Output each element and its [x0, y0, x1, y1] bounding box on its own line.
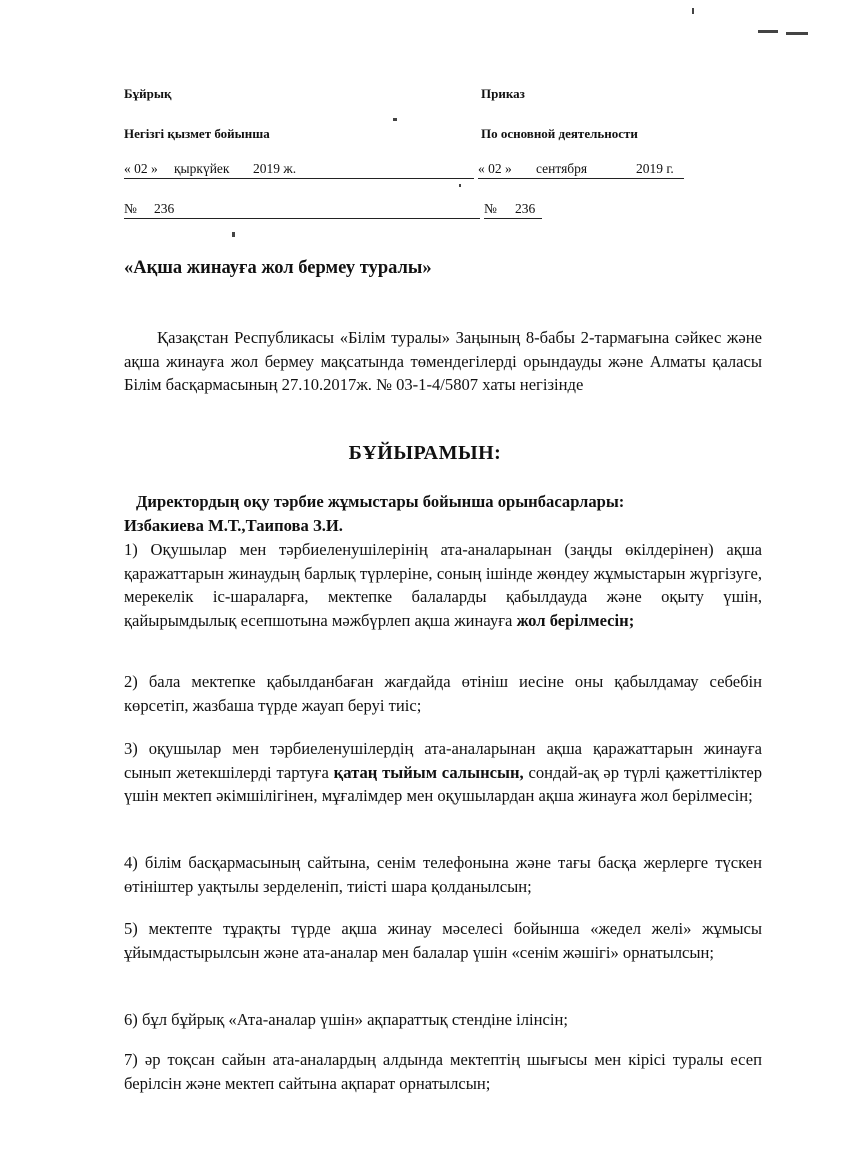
responsible-role: Директордың оқу тәрбие жұмыстары бойынша орынбасарлары: [136, 492, 625, 511]
order-item-5: 5) мектепте тұрақты түрде ақша жинау мәселесі бойынша «жедел желі» жұмысы ұйымдастырылсын және ата-аналар мен балалар үшін «сенім жәшігі» орнатылсын; [124, 919, 762, 962]
order-item-1-emphasis: жол берілмесін; [516, 610, 635, 630]
left-doc-type: Бұйрық [124, 86, 172, 101]
order-item-1-text: 1) Оқушылар мен тәрбиеленушілерінің ата-аналарынан (заңды өкілдерінен) ақша қаражаттарын жинаудың барлық түрлеріне, соның ішінде жөндеу жұмыстарын жүргізуге, мерекелік іс-шараларға, мектепке балаларды қабылдауда және оқыту үшін, қайырымдылық есепшотына мәжбүрлеп ақша жинауға [124, 540, 762, 630]
order-item-7: 7) әр тоқсан сайын ата-аналардың алдында мектептің шығысы мен кірісі туралы есеп берілсін және мектеп сайтына ақпарат орнатылсын; [124, 1050, 762, 1093]
order-item-3-text-b: сондай-ақ әр түрлі қажеттіліктер үшін мектеп әкімшілігінен, мұғалімдер мен оқушылардан ақша жинауға жол берілмесін; [124, 762, 762, 806]
left-order-number: 236 [154, 201, 175, 216]
responsible-names: Избакиева М.Т.,Таипова З.И. [124, 516, 343, 535]
right-date-line [478, 160, 684, 179]
right-doc-type: Приказ [481, 86, 525, 101]
scan-mark [459, 184, 461, 187]
scan-mark [232, 232, 235, 237]
order-item-3 [124, 737, 762, 808]
right-date-day: « 02 » [478, 161, 512, 176]
left-number-sign: № [124, 201, 137, 216]
left-date-month: қыркүйек [174, 161, 230, 176]
order-item-4: 4) білім басқармасының сайтына, сенім телефонына және тағы басқа жерлерге түскен өтініштер уақтылы зерделеніп, тиісті шара қолданылсын; [124, 853, 762, 896]
document-title: «Ақша жинауға жол бермеу туралы» [124, 258, 432, 278]
left-date-line [124, 160, 474, 179]
scan-mark [393, 118, 397, 121]
scan-mark [692, 8, 694, 14]
right-doc-category: По основной деятельности [481, 126, 638, 141]
order-item-3-emphasis: қатаң тыйым салынсын, [333, 762, 524, 782]
left-number-line [124, 200, 480, 219]
order-item-6: 6) бұл бұйрық «Ата-аналар үшін» ақпараттық стендіне ілінсін; [124, 1010, 568, 1029]
order-heading: БҰЙЫРАМЫН: [348, 442, 502, 464]
order-item-3-text-a: 3) оқушылар мен тәрбиеленушілердің ата-аналарынан ақша қаражаттарын жинауға сынып жетекшілерді тартуға [124, 739, 762, 782]
order-item-1 [124, 538, 762, 632]
right-number-line [484, 200, 542, 219]
left-doc-category: Негізгі қызмет бойынша [124, 126, 270, 141]
scan-mark [758, 30, 778, 33]
left-date-day: « 02 » [124, 161, 158, 176]
order-item-2: 2) бала мектепке қабылданбаған жағдайда өтініш иесіне оны қабылдамау себебін көрсетіп, жазбаша түрде жауап беруі тиіс; [124, 672, 762, 715]
right-date-year: 2019 г. [636, 161, 674, 176]
right-order-number: 236 [515, 201, 536, 216]
right-date-month: сентября [536, 161, 588, 176]
left-date-year: 2019 ж. [253, 161, 297, 176]
scan-mark [786, 32, 808, 35]
right-number-sign: № [484, 201, 497, 216]
intro-paragraph: Қазақстан Республикасы «Білім туралы» Заңының 8-бабы 2-тармағына сәйкес және ақша жинауға жол бермеу мақсатында төмендегілерді орындауды және Алматы қаласы Білім басқармасының 27.10.2017ж. № 03-1-4/5807 хаты негізінде [124, 328, 762, 395]
